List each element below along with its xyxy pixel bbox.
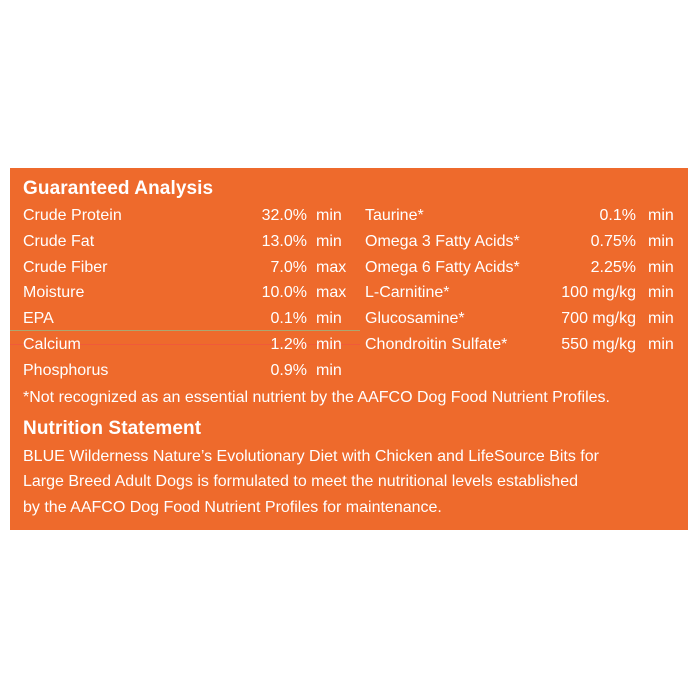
nutrient-unit: max <box>316 258 347 276</box>
nutrient-value: 0.1% <box>599 207 636 224</box>
nutrient-value: 550 mg/kg <box>561 336 636 353</box>
nutrient-unit: min <box>316 361 342 379</box>
nutrient-value: 10.0% <box>261 284 307 302</box>
analysis-row <box>365 283 680 303</box>
footnote: *Not recognized as an essential nutrient by the AAFCO Dog Food Nutrient Profiles. <box>23 389 610 406</box>
nutrient-name: Phosphorus <box>23 361 109 379</box>
nutrient-name: Calcium <box>23 336 81 353</box>
divider-line <box>10 330 360 331</box>
nutrient-name: Crude Fiber <box>23 258 108 276</box>
analysis-row <box>23 258 353 278</box>
nutrient-value: 0.75% <box>590 232 636 250</box>
nutrient-name: Taurine* <box>365 207 424 224</box>
nutrient-unit: min <box>648 336 674 353</box>
analysis-row <box>23 232 353 252</box>
nutrient-value: 13.0% <box>261 232 307 250</box>
analysis-row <box>23 361 353 381</box>
nutrient-value: 1.2% <box>270 336 307 353</box>
nutrient-name: EPA <box>23 310 54 328</box>
statement-line: by the AAFCO Dog Food Nutrient Profiles for maintenance. <box>23 499 442 516</box>
nutrient-name: Crude Fat <box>23 232 95 250</box>
nutrient-name: Glucosamine* <box>365 310 465 328</box>
nutrient-value: 700 mg/kg <box>561 310 636 328</box>
nutrient-unit: min <box>316 207 342 224</box>
nutrient-unit: max <box>316 284 347 302</box>
analysis-row <box>365 232 680 252</box>
nutrient-unit: min <box>316 232 342 250</box>
nutrient-unit: min <box>648 207 674 224</box>
analysis-row <box>23 335 353 355</box>
nutrient-name: L-Carnitine* <box>365 284 450 302</box>
nutrient-unit: min <box>316 336 342 353</box>
nutrient-unit: min <box>648 284 674 302</box>
statement-line: BLUE Wilderness Nature’s Evolutionary Diet with Chicken and LifeSource Bits for <box>23 448 599 465</box>
statement-line: Large Breed Adult Dogs is formulated to meet the nutritional levels established <box>23 473 578 490</box>
nutrient-value: 100 mg/kg <box>561 284 636 302</box>
nutrient-name: Chondroitin Sulfate* <box>365 336 508 353</box>
nutrient-unit: min <box>648 258 674 276</box>
guaranteed-analysis-title: Guaranteed Analysis <box>23 178 214 199</box>
nutrient-value: 32.0% <box>261 207 307 224</box>
analysis-row <box>23 309 353 329</box>
analysis-row <box>23 206 353 226</box>
analysis-row <box>365 206 680 226</box>
nutrient-name: Omega 6 Fatty Acids* <box>365 258 520 276</box>
nutrition-statement-title: Nutrition Statement <box>23 418 202 439</box>
analysis-row <box>365 258 680 278</box>
analysis-row <box>365 335 680 355</box>
analysis-row <box>23 283 353 303</box>
nutrient-unit: min <box>648 310 674 328</box>
nutrient-value: 0.1% <box>270 310 307 328</box>
nutrient-name: Moisture <box>23 284 85 302</box>
nutrition-panel <box>10 168 688 530</box>
nutrient-value: 7.0% <box>270 258 307 276</box>
nutrient-name: Omega 3 Fatty Acids* <box>365 232 520 250</box>
nutrient-unit: min <box>316 310 342 328</box>
nutrient-value: 2.25% <box>590 258 636 276</box>
analysis-row <box>365 309 680 329</box>
nutrient-value: 0.9% <box>270 361 307 379</box>
nutrient-name: Crude Protein <box>23 207 122 224</box>
nutrient-unit: min <box>648 232 674 250</box>
